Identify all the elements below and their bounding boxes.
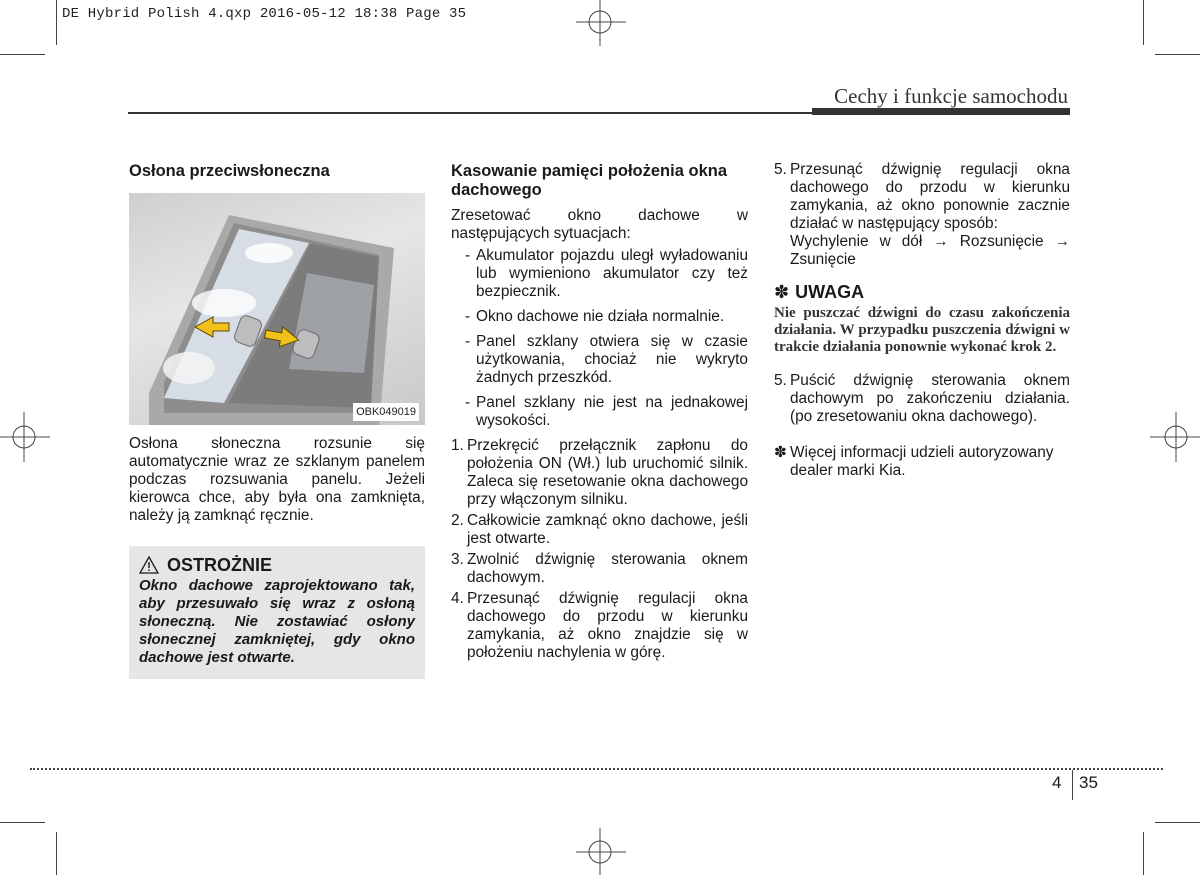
caution-text: Okno dachowe zaprojektowano tak, aby przesuwało się wraz z osłoną słoneczną. Nie zostawiać osłony słonecznej zamkniętej, gdy okno dachowe jest otwarte.	[139, 577, 415, 666]
print-slug: DE Hybrid Polish 4.qxp 2016-05-12 18:38 Page 35	[62, 6, 467, 22]
dealer-note: ✽ Więcej informacji udzieli autoryzowany dealer marki Kia.	[774, 444, 1054, 479]
registration-mark-right	[1150, 412, 1200, 462]
note-text: Nie puszczać dźwigni do czasu zakończenia działania. W przypadku puszczenia dźwigni w trakcie działania ponownie wykonać krok 2.	[774, 305, 1070, 355]
sunroof-photo	[129, 193, 425, 425]
image-code: OBK049019	[353, 403, 419, 421]
footer-rule	[30, 768, 1163, 770]
list-item: 1. Przekręcić przełącznik zapłonu do położenia ON (Wł.) lub uruchomić silnik. Zaleca się resetowanie okna dachowego przy włączonym silniku.	[451, 437, 748, 508]
list-item: 2. Całkowicie zamknąć okno dachowe, jeśli jest otwarte.	[451, 512, 748, 547]
crop-mark	[56, 0, 57, 45]
list-item: 4. Przesunąć dźwignię regulacji okna dachowego do przodu w kierunku zamykania, aż okno znajdzie się w położeniu nachylenia w górę.	[451, 590, 748, 661]
caution-title-text: OSTROŻNIE	[167, 555, 273, 575]
caution-title	[139, 556, 415, 574]
crop-mark	[1155, 54, 1200, 55]
page-number: 35	[1079, 773, 1098, 792]
registration-mark-top	[576, 0, 626, 46]
registration-mark-left	[0, 412, 50, 462]
reset-conditions-list	[451, 247, 748, 430]
note-heading-text: UWAGA	[795, 282, 865, 302]
reset-intro: Zresetować okno dachowe w następujących sytuacjach:	[451, 207, 748, 242]
column-reset	[451, 162, 748, 665]
crop-mark	[0, 822, 45, 823]
crop-mark	[0, 54, 45, 55]
list-item: 3. Zwolnić dźwignię sterowania oknem dachowym.	[451, 551, 748, 586]
header-rule-accent	[812, 108, 1070, 115]
warning-triangle-icon	[139, 556, 159, 574]
page-number-separator	[1072, 770, 1073, 800]
chapter-number: 4	[1052, 773, 1062, 792]
movement-sequence: Wychylenie w dół → Rozsunięcie → Zsunięcie	[790, 233, 1070, 268]
list-item: - Okno dachowe nie działa normalnie.	[465, 308, 725, 325]
section-heading: Kasowanie pamięci położenia okna dachowego	[451, 162, 727, 199]
list-item: 5. Puścić dźwignię sterowania oknem dachowym po zakończeniu działania. (po zresetowaniu okna dachowego).	[774, 372, 1070, 425]
crop-mark	[1143, 832, 1144, 875]
list-item: - Akumulator pojazdu uległ wyładowaniu lub wymieniono akumulator czy też bezpiecznik.	[465, 247, 748, 300]
column-sunshade	[129, 162, 425, 679]
crop-mark	[1143, 0, 1144, 45]
registration-mark-bottom	[576, 828, 626, 875]
column-reset-continued	[774, 161, 1070, 480]
reset-steps-list-continued	[774, 161, 1070, 269]
list-item: - Panel szklany otwiera się w czasie użytkowania, chociaż nie wykryto żadnych przeszkód.	[465, 333, 748, 386]
section-heading: Osłona przeciwsłoneczna	[129, 162, 330, 180]
caution-box	[129, 546, 425, 679]
crop-mark	[1155, 822, 1200, 823]
sunshade-paragraph: Osłona słoneczna rozsunie się automatycznie wraz ze szklanym panelem podczas rozsuwania panelu. Jeżeli kierowca chce, aby była ona zamknięta, należy ją zamknąć ręcznie.	[129, 435, 425, 524]
note-heading	[774, 283, 1070, 301]
header-rule	[128, 112, 812, 114]
reset-steps-list	[451, 437, 748, 662]
asterisk-icon: ✽	[774, 444, 787, 461]
list-item: - Panel szklany nie jest na jednakowej wysokości.	[465, 394, 748, 429]
reset-final-step	[774, 372, 1070, 426]
chapter-title: Cechy i funkcje samochodu	[834, 84, 1068, 108]
asterisk-icon: ✽	[774, 282, 790, 302]
list-item: 5. Przesunąć dźwignię regulacji okna dachowego do przodu w kierunku zamykania, aż okno ponownie zacznie działać w następujący sposób: Wychylenie w dół → Rozsunięcie → Zsunięcie	[774, 161, 1070, 268]
crop-mark	[56, 832, 57, 875]
